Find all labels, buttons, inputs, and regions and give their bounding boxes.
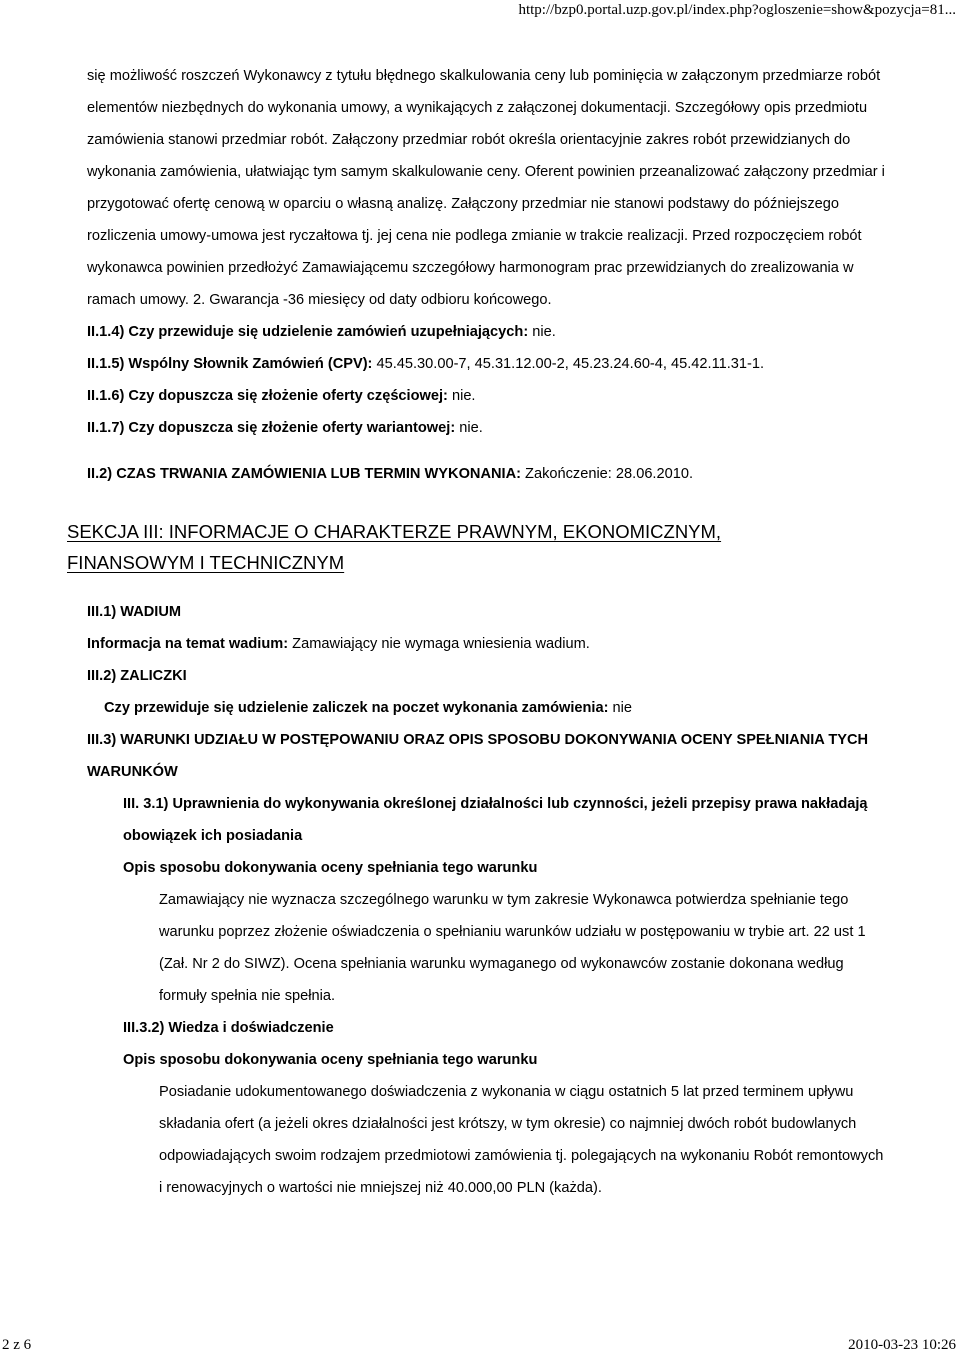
zaliczki-info [0,692,960,724]
opis-label-2: Opis sposobu dokonywania oceny spełniania tego warunku [123,1052,538,1068]
item-ii-1-4 [0,316,960,348]
item-ii-1-5 [0,348,960,380]
heading-iii-2: III.2) ZALICZKI [87,668,187,684]
zaliczki-label: Czy przewiduje się udzielenie zaliczek na poczet wykonania zamówienia: [104,700,609,716]
item-label: II.1.5) Wspólny Słownik Zamówień (CPV): [87,356,373,372]
page-url: http://bzp0.portal.uzp.gov.pl/index.php?ogloszenie=show&pozycja=81... [518,2,956,18]
item-label: II.1.7) Czy dopuszcza się złożenie oferty wariantowej: [87,420,456,436]
page-number: 2 z 6 [2,1337,32,1353]
document-body [0,60,960,1204]
item-ii-1-6 [0,380,960,412]
section-title: SEKCJA III: INFORMACJE O CHARAKTERZE PRAWNYM, EKONOMICZNYM, FINANSOWYM I TECHNICZNYM [67,521,722,573]
item-ii-1-7 [0,412,960,444]
zaliczki-value: nie [608,700,632,716]
iii-3-1-text: Zamawiający nie wyznacza szczególnego warunku w tym zakresie Wykonawca potwierdza spełnianie tego warunku poprzez złożenie oświadczenia o spełnianiu warunków udziału w postępowaniu w trybie art. 22 ust 1 (Zał. Nr 2 do SIWZ). Ocena spełniania warunku wymaganego od wykonawców zostanie dokonana według formuły spełnia nie spełnia. [159,892,866,1004]
opis-label-1: Opis sposobu dokonywania oceny spełniania tego warunku [123,860,538,876]
item-label: II.2) CZAS TRWANIA ZAMÓWIENIA LUB TERMIN WYKONANIA: [87,466,521,482]
item-value: Zakończenie: 28.06.2010. [521,466,694,482]
heading-iii-3: III.3) WARUNKI UDZIAŁU W POSTĘPOWANIU ORAZ OPIS SPOSOBU DOKONYWANIA OCENY SPEŁNIANIA TYCH WARUNKÓW [87,732,869,780]
heading-iii-1: III.1) WADIUM [87,604,182,620]
wadium-label: Informacja na temat wadium: [87,636,289,652]
item-ii-2 [0,458,960,490]
item-value: nie. [447,388,476,404]
heading-iii-3-1: III. 3.1) Uprawnienia do wykonywania określonej działalności lub czynności, jeżeli przepisy prawa nakładają obowiązek ich posiadania [123,796,868,844]
wadium-info [0,628,960,660]
wadium-value: Zamawiający nie wymaga wniesienia wadium. [288,636,590,652]
iii-3-2-text: Posiadanie udokumentowanego doświadczenia z wykonania w ciągu ostatnich 5 lat przed terminem upływu składania ofert (a jeżeli okres działalności jest krótszy, w tym okresie) co najmniej dwóch robót budowlanych odpowiadających swoim rodzajem przedmiotowi zamówienia tj. polegających na wykonaniu Robót remontowych i renowacyjnych o wartości nie mniejszej niż 40.000,00 PLN (każda). [159,1084,884,1196]
heading-iii-3-2: III.3.2) Wiedza i doświadczenie [123,1020,334,1036]
print-datetime: 2010-03-23 10:26 [848,1337,956,1353]
item-value: 45.45.30.00-7, 45.31.12.00-2, 45.23.24.60-4, 45.42.11.31-1. [372,356,765,372]
item-label: II.1.6) Czy dopuszcza się złożenie oferty częściowej: [87,388,448,404]
item-value: nie. [455,420,483,436]
item-label: II.1.4) Czy przewiduje się udzielenie zamówień uzupełniających: [87,324,529,340]
intro-paragraph: się możliwość roszczeń Wykonawcy z tytułu błędnego skalkulowania ceny lub pominięcia w załączonym przedmiarze robót elementów niezbędnych do wykonania umowy, a wynikających z załączonej dokumentacji. Szczegółowy opis przedmiotu zamówienia stanowi przedmiar robót. Załączony przedmiar robót określa orientacyjnie zakres robót przewidzianych do wykonania zamówienia, ułatwiając tym samym skalkulowanie ceny. Oferent powinien przeanalizować załączony przedmiar i przygotować ofertę cenową w oparciu o własną analizę. Załączony przedmiar nie stanowi podstawy do późniejszego rozliczenia umowy-umowa jest ryczałtowa tj. jej cena nie podlega zmianie w trakcie realizacji. Przed rozpoczęciem robót wykonawca powinien przedłożyć Zamawiającemu szczegółowy harmonogram prac przewidzianych do zrealizowania w ramach umowy. 2. Gwarancja -36 miesięcy od daty odbioru końcowego. [87,68,885,308]
item-value: nie. [528,324,556,340]
